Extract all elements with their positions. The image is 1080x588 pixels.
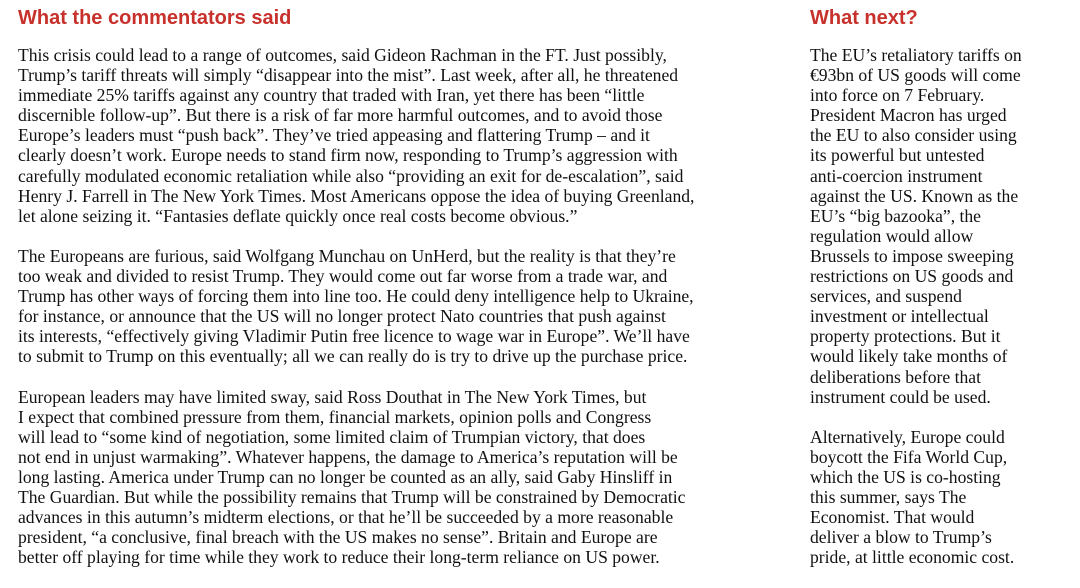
main-column (18, 45, 790, 588)
main-text-line: discernible follow-up”. But there is a risk of far more harmful outcomes, and to avoid those (18, 105, 663, 126)
sidebar-text-line: into force on 7 February. (810, 85, 985, 106)
main-heading: What the commentators said (18, 7, 292, 29)
main-text-line: for instance, or announce that the US will no longer protect Nato countries that push against (18, 306, 666, 327)
main-text-line: The Europeans are furious, said Wolfgang Munchau on UnHerd, but the reality is that they’re (18, 245, 676, 266)
main-text-line: immediate 25% tariffs against any country that traded with Iran, yet there has been “little (18, 85, 645, 106)
main-text-line: This crisis could lead to a range of outcomes, said Gideon Rachman in the FT. Just possibly, (18, 45, 667, 65)
main-text-line: too weak and divided to resist Trump. They would come out far worse from a trade war, and (18, 266, 668, 287)
main-text-line: to submit to Trump on this eventually; all we can really do is try to drive up the purchase price. (18, 346, 688, 367)
sidebar-text-line: €93bn of US goods will come (810, 65, 1021, 86)
main-text-line: will lead to “some kind of negotiation, some limited claim of Trumpian victory, that does (18, 426, 646, 447)
sidebar-text-line: regulation would allow (810, 225, 974, 246)
main-paragraph-3 (18, 387, 790, 568)
sidebar-text-line: instrument could be used. (810, 386, 991, 407)
main-text-line: carefully modulated economic retaliation while also “providing an exit for de-escalation”, said (18, 165, 684, 186)
main-paragraph-1 (18, 45, 790, 226)
sidebar-text-line: services, and suspend (810, 286, 962, 307)
sidebar-text-line: restrictions on US goods and (810, 266, 1014, 287)
main-text-line: clearly doesn’t work. Europe needs to stand firm now, responding to Trump’s aggression with (18, 145, 678, 166)
main-text-line: better off playing for time while they work to reduce their long-term reliance on US power. (18, 547, 660, 568)
sidebar-text-line: this summer, says The (810, 487, 967, 508)
main-text-line: Europe’s leaders must “push back”. They’ve tried appeasing and flattering Trump – and it (18, 125, 650, 146)
main-text-line: I expect that combined pressure from them, financial markets, opinion polls and Congress (18, 406, 652, 427)
main-text-line: let alone seizing it. “Fantasies deflate quickly once real costs become obvious.” (18, 205, 578, 226)
main-text-line: president, “a conclusive, final breach with the US makes no sense”. Britain and Europe are (18, 527, 658, 548)
sidebar-paragraph-2 (810, 427, 1072, 568)
main-text-line: Trump’s tariff threats will simply “disappear into the mist”. Last week, after all, he threatened (18, 65, 679, 86)
sidebar-text-line: President Macron has urged (810, 105, 1007, 126)
sidebar-text-line: EU’s “big bazooka”, the (810, 205, 981, 226)
main-text-line: Trump has other ways of forcing them into line too. He could deny intelligence help to Ukraine, (18, 286, 694, 307)
sidebar-text-line: The EU’s retaliatory tariffs on (810, 45, 1022, 65)
sidebar-text-line: Brussels to impose sweeping (810, 245, 1014, 266)
main-text-line: advances in this autumn’s midterm elections, or that he’ll be succeeded by a more reasonable (18, 507, 674, 528)
main-text-line: European leaders may have limited sway, said Ross Douthat in The New York Times, but (18, 386, 647, 407)
sidebar-text-line: its powerful but untested (810, 145, 985, 166)
main-text-line: its interests, “effectively giving Vladimir Putin free licence to wage war in Europe”. We’ll have (18, 326, 690, 347)
sidebar-text-line: Economist. That would (810, 507, 975, 528)
main-text-line: The Guardian. But while the possibility remains that Trump will be constrained by Democratic (18, 487, 686, 508)
sidebar-text-line: pride, at little economic cost. (810, 547, 1015, 568)
main-text-line: Henry J. Farrell in The New York Times. Most Americans oppose the idea of buying Greenland, (18, 185, 695, 206)
sidebar-text-line: the EU to also consider using (810, 125, 1017, 146)
sidebar-paragraph-1 (810, 45, 1072, 407)
sidebar-text-line: anti-coercion instrument (810, 165, 983, 186)
sidebar-column (810, 45, 1072, 588)
sidebar-text-line: deliver a blow to Trump’s (810, 527, 992, 548)
main-text-line: long lasting. America under Trump can no longer be counted as an ally, said Gaby Hinsliff in (18, 466, 673, 487)
sidebar-text-line: investment or intellectual (810, 306, 989, 327)
sidebar-text-line: boycott the Fifa World Cup, (810, 446, 1008, 467)
sidebar-text-line: deliberations before that (810, 366, 981, 387)
main-text-line: not end in unjust warmaking”. Whatever happens, the damage to America’s reputation will be (18, 446, 678, 467)
sidebar-heading: What next? (810, 7, 918, 29)
sidebar-text-line: which the US is co-hosting (810, 466, 1001, 487)
sidebar-text-line: against the US. Known as the (810, 185, 1019, 206)
sidebar-text-line: Alternatively, Europe could (810, 426, 1005, 447)
sidebar-text-line: would likely take months of (810, 346, 1008, 367)
main-paragraph-2 (18, 246, 790, 367)
sidebar-text-line: property protections. But it (810, 326, 1001, 347)
